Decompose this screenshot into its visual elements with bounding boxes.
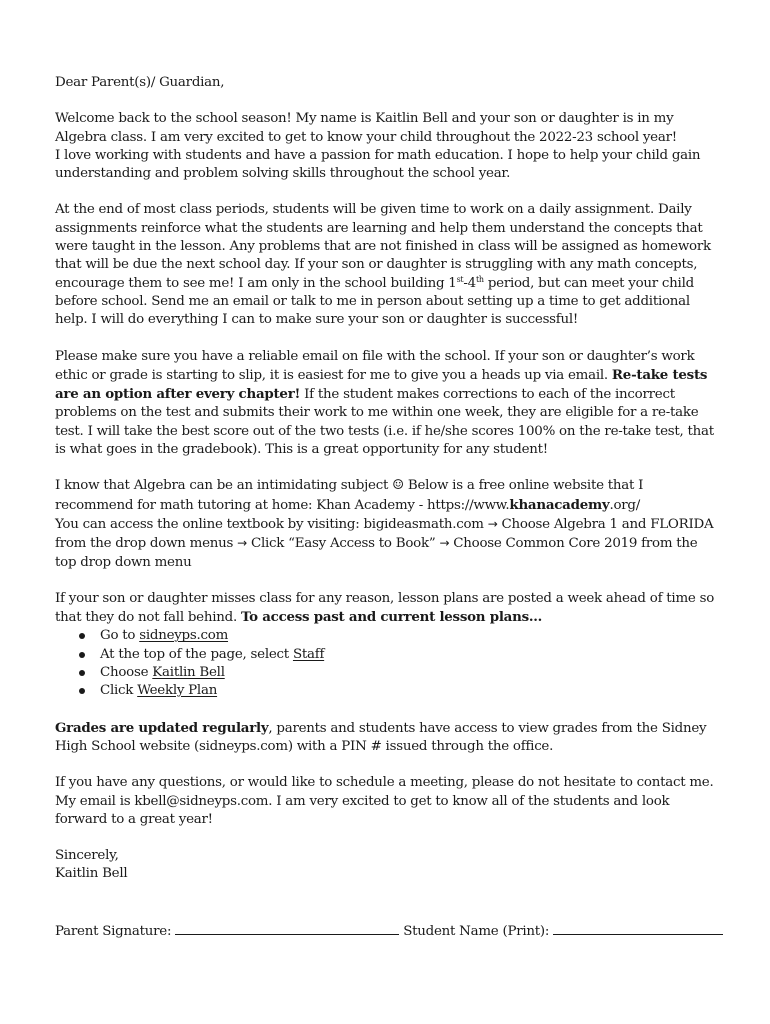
intro-paragraph <box>55 110 719 183</box>
khan-academy-tld: .org/ <box>609 497 640 513</box>
weekly-plan-link[interactable]: Weekly Plan <box>137 683 218 699</box>
step-text: At the top of the page, select <box>100 646 293 662</box>
greeting: Dear Parent(s)/ Guardian, <box>55 75 225 90</box>
textbook-step-4: Choose Common Core 2019 from the top drop down menu <box>55 536 698 570</box>
retake-highlight: Re-take tests are an option after every chapter! <box>55 366 708 403</box>
right-arrow-icon: → <box>487 516 498 531</box>
assignments-text-end: period, but can meet your child before school. Send me an email or talk to me in person about setting up a time to get additional help. I will do everything I can to make sure your son or daughter is successful! <box>55 275 694 328</box>
ordinal-suffix-st: st <box>456 274 464 284</box>
khan-academy-line <box>55 477 719 515</box>
lesson-plans-section <box>55 590 719 701</box>
signoff <box>55 847 719 884</box>
textbook-instructions <box>55 515 719 572</box>
assignments-paragraph <box>55 201 719 329</box>
list-item <box>77 664 719 682</box>
sidneyps-link[interactable]: sidneyps.com <box>139 628 229 644</box>
lesson-plan-steps <box>55 627 719 700</box>
period-range-dash: -4 <box>463 275 476 291</box>
lesson-plans-paragraph <box>55 590 719 628</box>
right-arrow-icon: → <box>237 536 247 551</box>
contact-paragraph: If you have any questions, or would like to schedule a meeting, please do not hesitate to contact me. My email is kbell@sidneyps.com. I am very excited to get to know all of the students and look forward to a great year! <box>55 775 714 827</box>
assignments-text: At the end of most class periods, students will be given time to work on a daily assignment. Daily assignments reinforce what the students are learning and help them understand the concepts that were taught in the lesson. Any problems that are not finished in class will be assigned as homework that will be due the next school day. If your son or daughter is struggling with any math concepts, encourage them to see me! I am only in the school building 1 <box>55 202 711 291</box>
closing-word: Sincerely, <box>55 848 119 864</box>
list-item <box>77 682 719 700</box>
list-item <box>77 646 719 664</box>
signature-row <box>55 921 719 941</box>
letter-body <box>55 74 719 941</box>
student-name-line <box>553 921 723 935</box>
kaitlin-bell-link[interactable]: Kaitlin Bell <box>152 665 225 681</box>
step-text: Choose <box>100 665 153 681</box>
email-retake-paragraph <box>55 348 719 460</box>
grades-text: , parents and students have access to view grades from the Sidney High School website (sidneyps.com) with a PIN # issued through the office. <box>55 720 707 754</box>
lesson-plans-text: If your son or daughter misses class for any reason, lesson plans are posted a week ahead of time so that they do not fall behind. <box>55 590 715 626</box>
resources-intro: I know that Algebra can be an intimidating subject ☺ Below is a free online website that I recommend for math tutoring at home: Khan Academy - https://www. <box>55 478 644 513</box>
staff-link[interactable]: Staff <box>292 646 325 662</box>
ordinal-suffix-th: th <box>475 274 484 284</box>
email-text: Please make sure you have a reliable email on file with the school. If your son or daughter’s work ethic or grade is starting to slip, it is easiest for me to give you a heads up via email. <box>55 348 695 383</box>
step-text: Click <box>100 683 138 699</box>
parent-signature-line <box>175 921 399 935</box>
textbook-step-2: Choose Algebra 1 and FLORIDA from the drop down menus <box>55 516 714 552</box>
step-text: Go to <box>100 628 140 644</box>
textbook-step-1: You can access the online textbook by visiting: bigideasmath.com <box>55 516 488 532</box>
khan-academy-bold: khanacademy <box>509 496 610 513</box>
right-arrow-icon: → <box>439 536 450 551</box>
grades-highlight: Grades are updated regularly <box>55 719 269 736</box>
teacher-name: Kaitlin Bell <box>55 866 128 882</box>
textbook-step-3: Click “Easy Access to Book” <box>246 536 440 552</box>
retake-details: If the student makes corrections to each of the incorrect problems on the test and submits their work to me within one week, they are eligible for a re-take test. I will take the best score out of the two tests (i.e. if he/she scores 100% on the re-take test, that is what goes in the gradebook). This is a great opportunity for any student! <box>55 387 714 458</box>
resources-paragraph <box>55 477 719 571</box>
welcome-text: Welcome back to the school season! My name is Kaitlin Bell and your son or daughter is in my Algebra class. I am very excited to get to know your child throughout the 2022-23 school year! <box>55 111 677 145</box>
passion-text: I love working with students and have a passion for math education. I hope to help your child gain understanding and problem solving skills throughout the school year. <box>55 147 701 182</box>
list-item <box>77 627 719 645</box>
parent-signature-label: Parent Signature: <box>55 923 176 939</box>
student-name-label: Student Name (Print): <box>399 923 554 939</box>
lesson-plans-heading: To access past and current lesson plans… <box>240 609 542 626</box>
grades-paragraph <box>55 719 719 757</box>
